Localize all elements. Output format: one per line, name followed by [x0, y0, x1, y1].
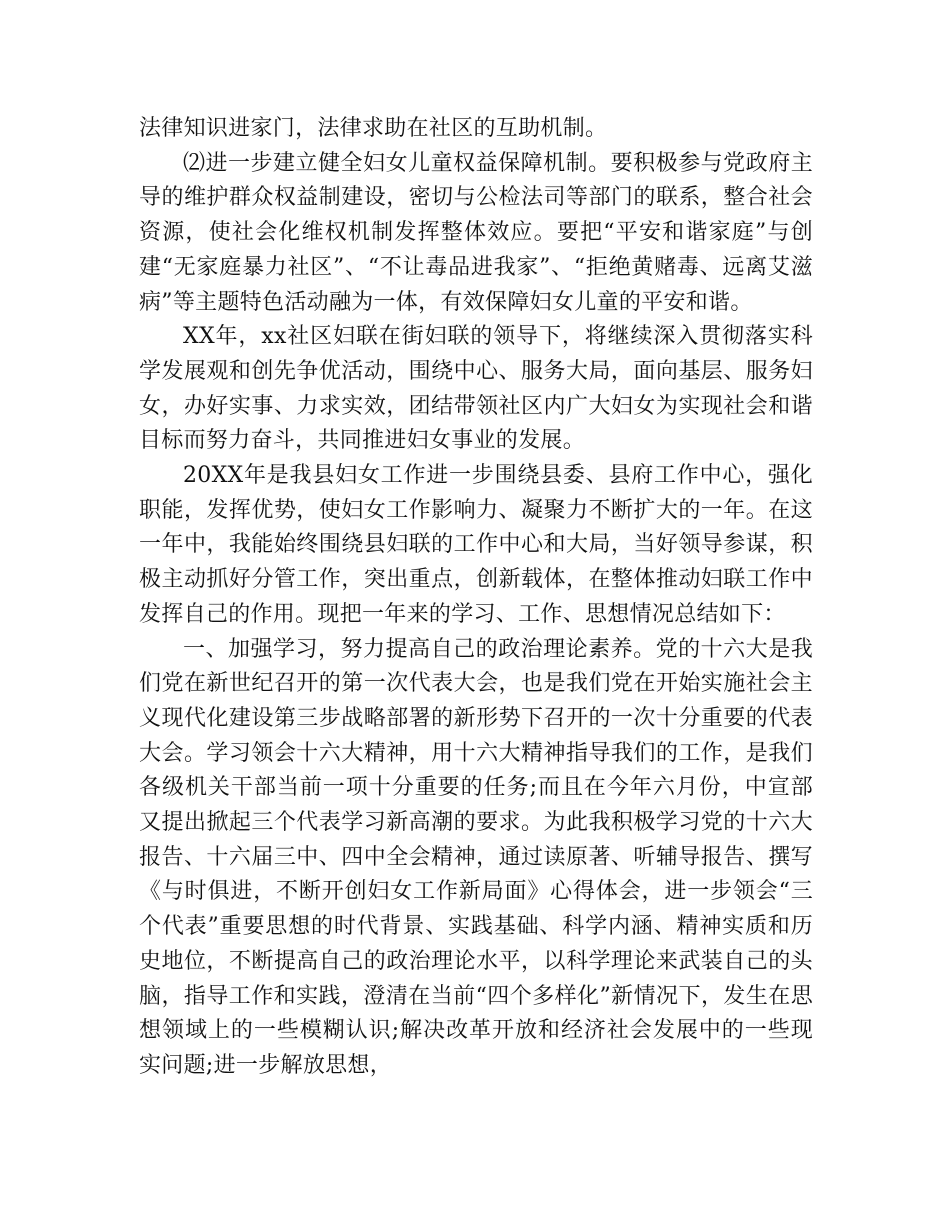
paragraph-1: 法律知识进家门，法律求助在社区的互助机制。 — [139, 116, 608, 141]
document-body — [139, 112, 813, 1084]
paragraph-4: 20XX年是我县妇女工作进一步围绕县委、县府工作中心，强化职能，发挥优势，使妇女工作影响力、凝聚力不断扩大的一年。在这一年中，我能始终围绕县妇联的工作中心和大局，当好领导参谋，积极主动抓好分管工作，突出重点，创新载体，在整体推动妇联工作中发挥自己的作用。现把一年来的学习、工作、思想情况总结如下： — [139, 463, 813, 627]
paragraph-5: 一、加强学习，努力提高自己的政治理论素养。党的十六大是我们党在新世纪召开的第一次代表大会，也是我们党在开始实施社会主义现代化建设第三步战略部署的新形势下召开的一次十分重要的代表大会。学习领会十六大精神，用十六大精神指导我们的工作，是我们各级机关干部当前一项十分重要的任务;而且在今年六月份，中宣部又提出掀起三个代表学习新高潮的要求。为此我积极学习党的十六大报告、十六届三中、四中全会精神，通过读原著、听辅导报告、撰写《与时俱进，不断开创妇女工作新局面》心得体会，进一步领会“三个代表”重要思想的时代背景、实践基础、科学内涵、精神实质和历史地位，不断提高自己的政治理论水平，以科学理论来武装自己的头脑，指导工作和实践，澄清在当前“四个多样化”新情况下，发生在思想领域上的一些模糊认识;解决改革开放和经济社会发展中的一些现实问题;进一步解放思想， — [139, 636, 813, 1078]
paragraph-2: ⑵进一步建立健全妇女儿童权益保障机制。要积极参与党政府主导的维护群众权益制建设，密切与公检法司等部门的联系，整合社会资源，使社会化维权机制发挥整体效应。要把“平安和谐家庭”与创建“无家庭暴力社区”、“不让毒品进我家”、“拒绝黄赌毒、远离艾滋病”等主题特色活动融为一体，有效保障妇女儿童的平安和谐。 — [139, 150, 813, 315]
paragraph-3: XX年，xx社区妇联在街妇联的领导下，将继续深入贯彻落实科学发展观和创先争优活动，围绕中心、服务大局，面向基层、服务妇女，办好实事、力求实效，团结带领社区内广大妇女为实现社会和谐目标而努力奋斗，共同推进妇女事业的发展。 — [139, 324, 813, 454]
